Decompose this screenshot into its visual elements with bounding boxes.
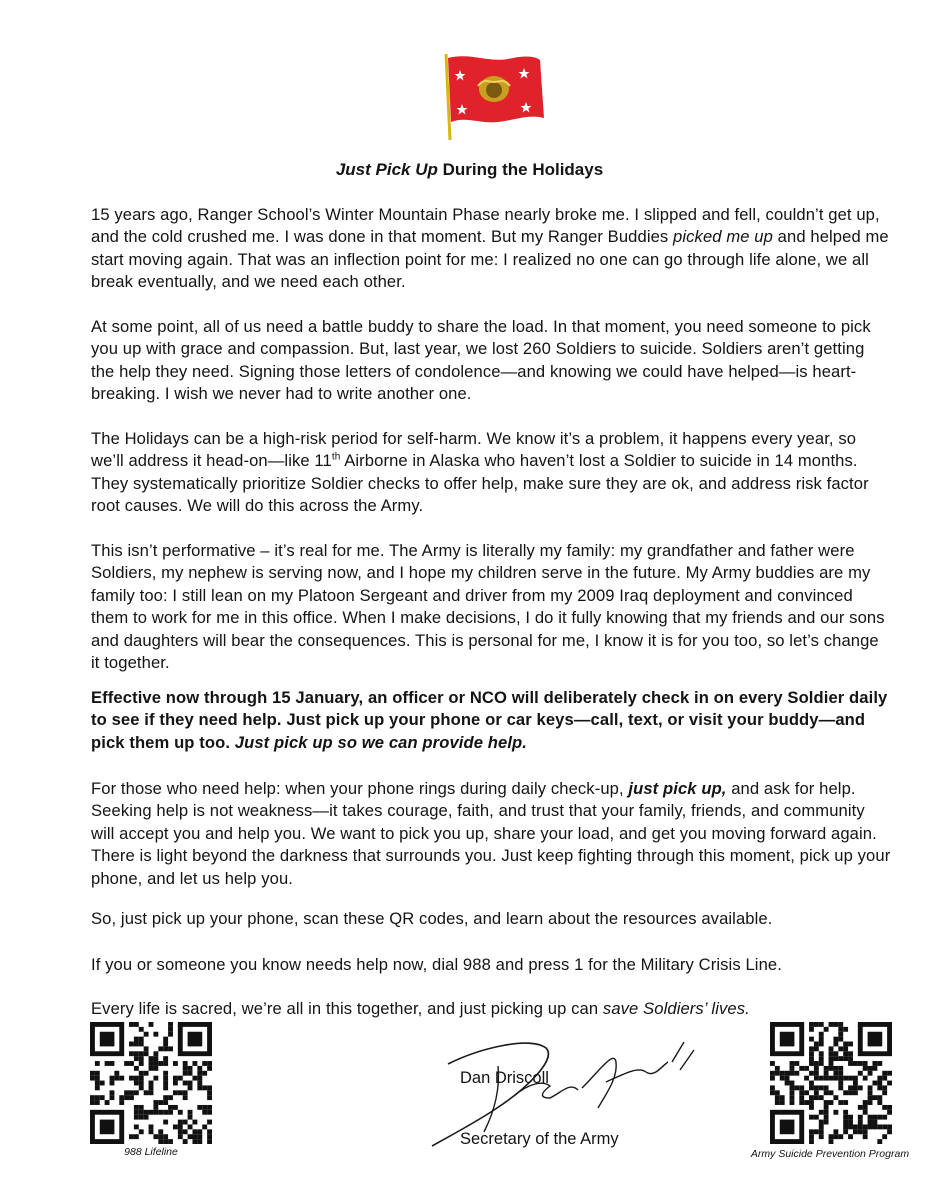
paragraph-closing: Every life is sacred, we’re all in this together, and just picking up can save Soldiers’ lives. bbox=[91, 999, 750, 1018]
title-rest: During the Holidays bbox=[437, 160, 604, 179]
paragraph-seek-help: For those who need help: when your phone rings during daily check-up, just pick up, and ask for help. Seeking help is not weakness—it takes courage, faith, and trust that your family, friends, and community will accept you and help you. We want to pick you up, share your load, and get you moving forward again. There is light beyond the darkness that surrounds you. Just keep fighting through this moment, pick up your phone, and let us help you. bbox=[91, 779, 891, 888]
paragraph-directive: Effective now through 15 January, an officer or NCO will deliberately check in on every Soldier daily to see if they need help. Just pick up your phone or car keys—call, text, or visit your buddy—and pick them up too. Just pick up so we can provide help. bbox=[91, 688, 888, 752]
qr-code-988-lifeline[interactable] bbox=[90, 1022, 212, 1144]
paragraph-qr-instructions: So, just pick up your phone, scan these QR codes, and learn about the resources available. bbox=[91, 909, 773, 928]
qr-code-icon bbox=[90, 1022, 212, 1144]
paragraph-personal: This isn’t performative – it’s real for me. The Army is literally my family: my grandfather and father were Soldiers, my nephew is serving now, and I hope my children serve in the future. My Army buddies are my family too: I still lean on my Platoon Sergeant and driver from my 2009 Iraq deployment and convinced them to work for me in this office. When I make decisions, I do it fully knowing that my friends and our sons and daughters will bear the consequences. This is personal for me, I know it is for you too, so let’s change it together. bbox=[91, 541, 885, 673]
paragraph-battle-buddy: At some point, all of us need a battle buddy to share the load. In that moment, you need someone to pick you up with grace and compassion. But, last year, we lost 260 Soldiers to suicide. Soldiers aren’t getting the help they need. Signing those letters of condolence—and knowing we could have helped—is heart-breaking. I wish we never had to write another one. bbox=[91, 317, 871, 404]
signer-name: Dan Driscoll bbox=[460, 1069, 549, 1087]
army-secretary-flag bbox=[428, 48, 558, 148]
qr-caption-army-suicide-prevention: Army Suicide Prevention Program bbox=[750, 1148, 910, 1160]
paragraph-crisis-line: If you or someone you know needs help now, dial 988 and press 1 for the Military Crisis Line. bbox=[91, 955, 782, 974]
qr-code-army-suicide-prevention[interactable] bbox=[770, 1022, 892, 1144]
qr-code-icon bbox=[770, 1022, 892, 1144]
paragraph-holidays-risk: The Holidays can be a high-risk period for self-harm. We know it’s a problem, it happens every year, so we’ll address it head-on—like 11th Airborne in Alaska who haven’t lost a Soldier to suicide in 14 months. They systematically prioritize Soldier checks to offer help, make sure they are ok, and address risk factor root causes. We will do this across the Army. bbox=[91, 429, 869, 516]
paragraph-ranger-school: 15 years ago, Ranger School’s Winter Mountain Phase nearly broke me. I slipped and fell, couldn’t get up, and the cold crushed me. I was done in that moment. But my Ranger Buddies picked me up and helped me start moving again. That was an inflection point for me: I realized no one can go through life alone, we all break eventually, and we need each other. bbox=[91, 205, 889, 292]
letter-title bbox=[0, 160, 939, 180]
signer-title: Secretary of the Army bbox=[460, 1130, 619, 1148]
title-italic: Just Pick Up bbox=[335, 160, 438, 179]
qr-caption-988-lifeline: 988 Lifeline bbox=[124, 1146, 178, 1158]
flag-icon bbox=[428, 48, 558, 148]
